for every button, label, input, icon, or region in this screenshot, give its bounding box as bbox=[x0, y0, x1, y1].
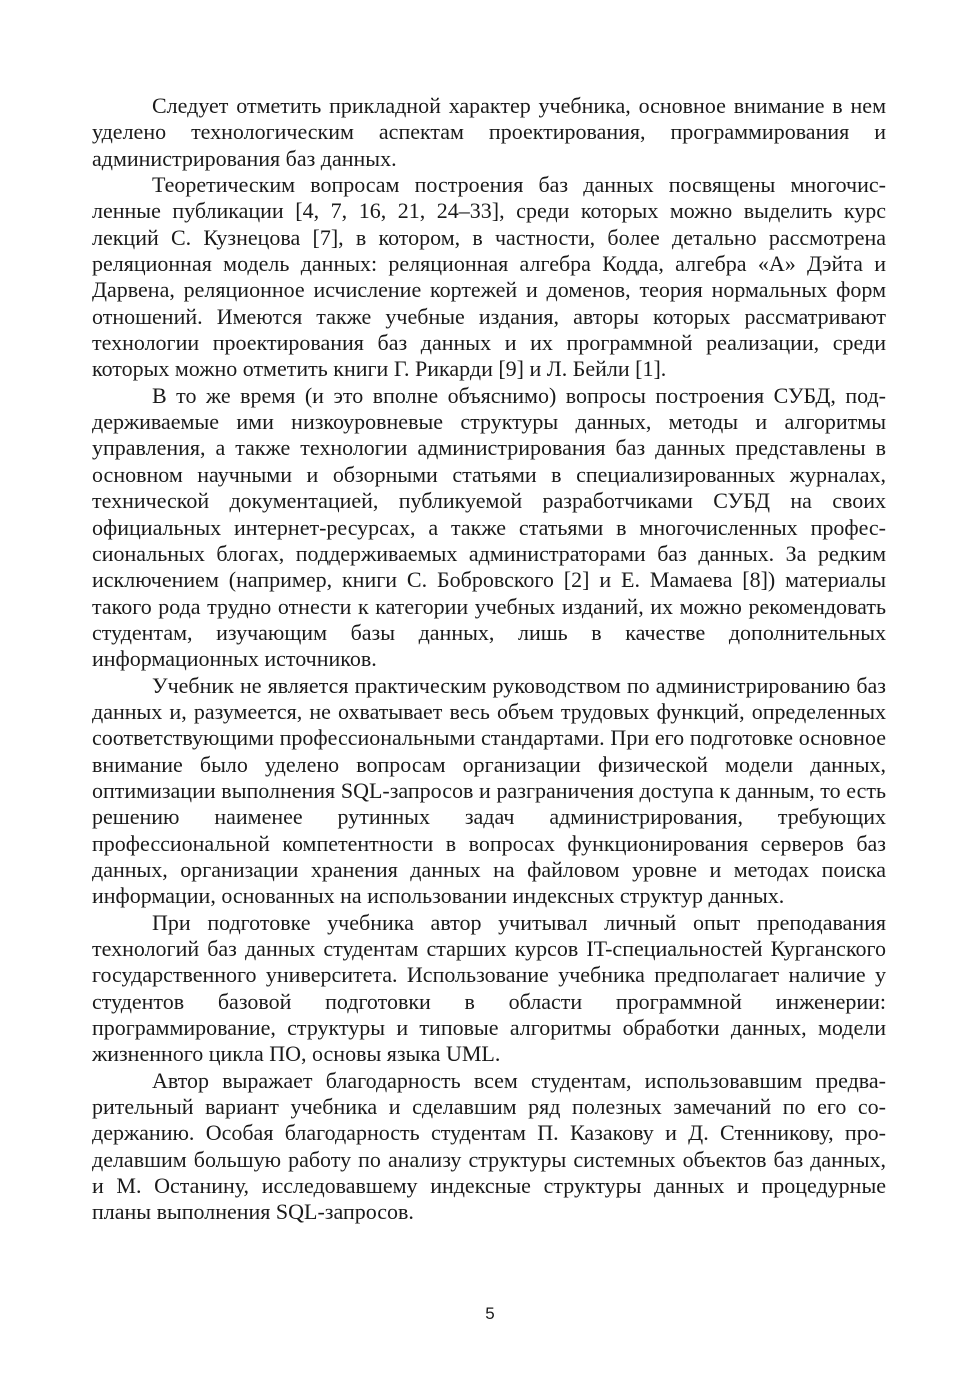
page-number: 5 bbox=[485, 1304, 495, 1323]
paragraph-6: Автор выражает благодарность всем студентам, использовавшим предварительный вариант учебника и сделавшим ряд полезных замечаний по его содержанию. Особая благодарность студентам П. Казакову и Д. Стенникову, проделавшим большую работу по анализу структуры системных объектов баз данных, и М. Останину, исследовавшему индексные структуры данных и процедурные планы выполнения SQL-запросов. bbox=[92, 1067, 886, 1225]
paragraph-5: При подготовке учебника автор учитывал личный опыт преподавания технологий баз данных студентам старших курсов IT-специальностей Курганского государственного университета. Использование учебника предполагает наличие у студентов базовой подготовки в области программной инженерии: программирование, структуры и типовые алгоритмы обработки данных, модели жизненного цикла ПО, основы языка UML. bbox=[92, 909, 886, 1067]
paragraph-1: Следует отметить прикладной характер учебника, основное внимание в нем уделено технологическим аспектам проектирования, программирования и администрирования баз данных. bbox=[92, 93, 886, 171]
paragraph-4: Учебник не является практическим руководством по администрированию баз данных и, разумеется, не охватывает весь объем трудовых функций, определенных соответствующими профессиональными стандартами. При его подготовке основное внимание было уделено вопросам организации физической модели данных, оптимизации выполнения SQL-запросов и разграничения доступа к данным, то есть решению наименее рутинных задач администрирования, требующих профессиональной компетентности в вопросах функционирования серверов баз данных, организации хранения данных на файловом уровне и методах поиска информации, основанных на использовании индексных структур данных. bbox=[92, 672, 886, 909]
body-text bbox=[92, 93, 886, 1226]
paragraph-3: В то же время (и это вполне объяснимо) вопросы построения СУБД, поддерживаемые ими низкоуровневые структуры данных, методы и алгоритмы управления, а также технологии администрирования баз данных представлены в основном научными и обзорными статьями в специализированных журналах, технической документацией, публикуемой разработчиками СУБД на своих официальных интернет-ресурсах, а также статьями в многочисленных профессиональных блогах, поддерживаемых администраторами баз данных. За редким исключением (например, книги С. Бобровского [2] и Е. Мамаева [8]) материалы такого рода трудно отнести к категории учебных изданий, их можно рекомендовать студентам, изучающим базы данных, лишь в качестве дополнительных информационных источников. bbox=[92, 382, 886, 672]
paragraph-2: Теоретическим вопросам построения баз данных посвящены многочисленные публикации [4, 7, 16, 21, 24–33], среди которых можно выделить курс лекций С. Кузнецова [7], в котором, в частности, более детально рассмотрена реляционная модель данных: реляционная алгебра Кодда, алгебра «A» Дэйта и Дарвена, реляционное исчисление кортежей и доменов, теория нормальных форм отношений. Имеются также учебные издания, авторы которых рассматривают технологии проектирования баз данных и их программной реализации, среди которых можно отметить книги Г. Рикарди [9] и Л. Бейли [1]. bbox=[92, 172, 886, 382]
